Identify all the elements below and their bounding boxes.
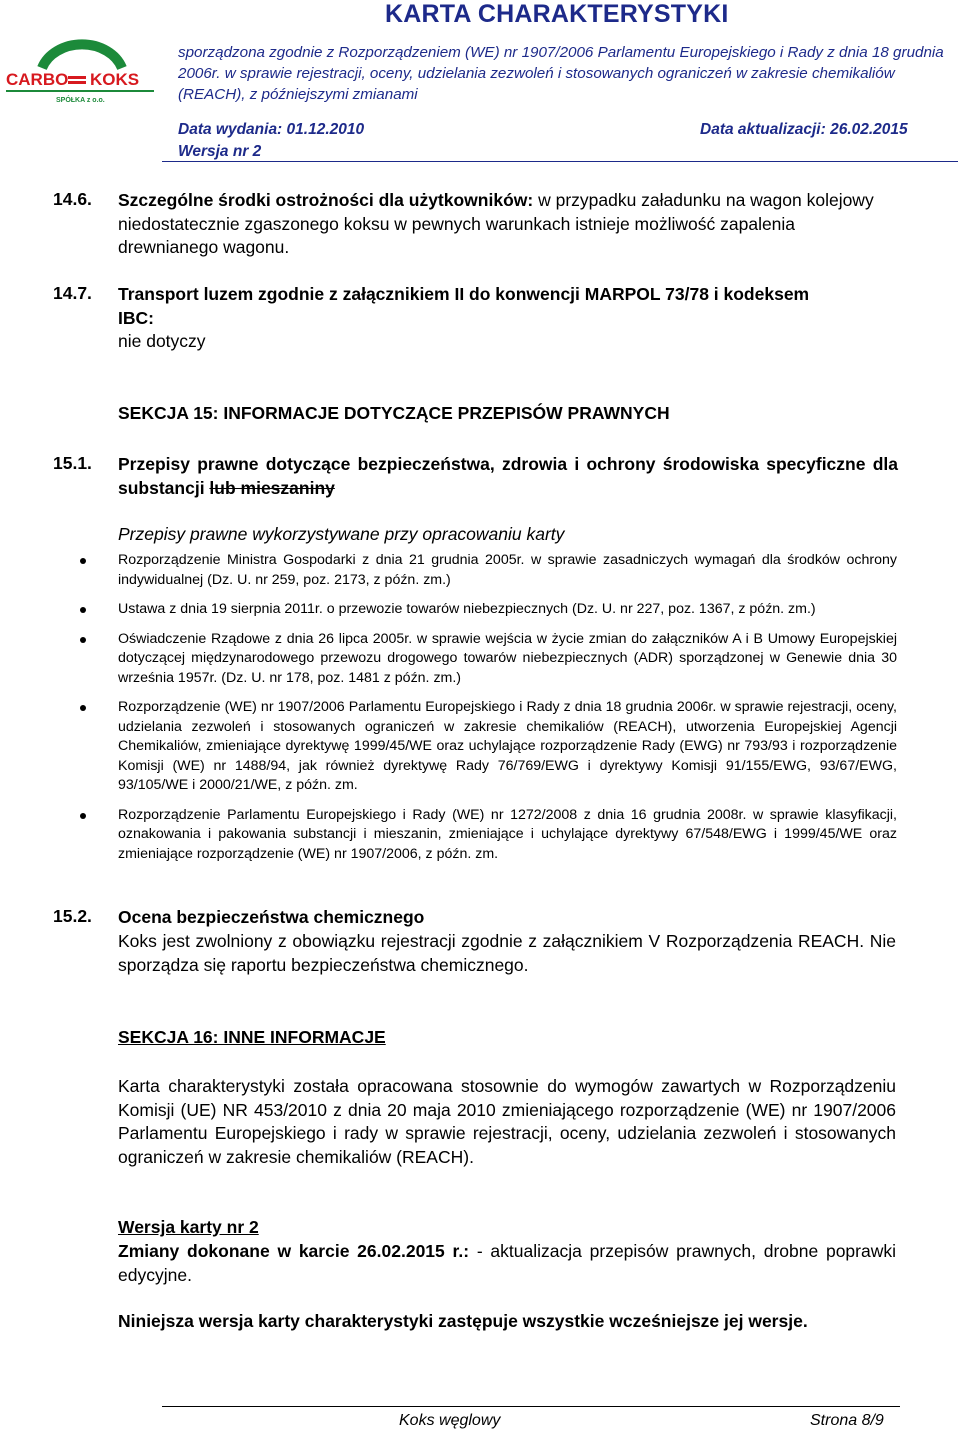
section-16-body: Karta charakterystyki została opracowana stosownie do wymogów zawartych w Rozporządzeniu Komisji (UE) NR 453/2010 z dnia 20 maja 2010 zmieniającego rozporządzenie (WE) nr 1907/2006 Parlamentu Europejskiego i rady w sprawie rejestracji, oceny, udzielania zezwoleń i stosowanych ograniczeń w zakresie chemikaliów (REACH). bbox=[118, 1076, 896, 1167]
footer-product-name: Koks węglowy bbox=[399, 1412, 501, 1429]
changes-label: Zmiany dokonane w karcie 26.02.2015 r.: bbox=[118, 1241, 470, 1261]
changes-paragraph bbox=[118, 1240, 896, 1287]
logo-company: SPÓŁKA z o.o. bbox=[56, 97, 105, 104]
header-divider bbox=[162, 161, 958, 162]
regulations-subtitle: Przepisy prawne wykorzystywane przy opracowaniu karty bbox=[118, 524, 565, 544]
regulation-text: Oświadczenie Rządowe z dnia 26 lipca 2005r. w sprawie wejścia w życie zmian do załączników A i B Umowy Europejskiej dotyczącej międzynarodowego przewozu drogowego towarów niebezpiecznych (ADR) sporządzonej w Genewie dnia 30 września 1957r. (Dz. U. nr 178, poz. 1481 z późn. zm.) bbox=[118, 630, 897, 686]
list-item bbox=[118, 698, 897, 796]
regulation-text: Ustawa z dnia 19 sierpnia 2011r. o przewozie towarów niebezpiecznych (Dz. U. nr 227, poz. 1367, z późn. zm.) bbox=[118, 601, 816, 617]
regulation-text: Rozporządzenie Parlamentu Europejskiego i Rady (WE) nr 1272/2008 z dnia 16 grudnia 2008r. w sprawie klasyfikacji, oznakowania i pakowania substancji i mieszanin, zmieniające i uchylające dyrektywy 67/548/EWG i 1999/45/WE oraz zmieniające rozporządzenie (WE) nr 1907/2006, z późn. zm. bbox=[118, 806, 897, 862]
list-item bbox=[118, 630, 897, 689]
section-16-heading: SEKCJA 16: INNE INFORMACJE bbox=[118, 1027, 386, 1047]
section-number-14-6: 14.6. bbox=[53, 189, 92, 209]
update-date: Data aktualizacji: 26.02.2015 bbox=[700, 121, 908, 138]
section-15-1-title: Przepisy prawne dotyczące bezpieczeństwa, zdrowia i ochrony środowiska specyficzne dla substancji bbox=[118, 454, 898, 498]
list-item bbox=[118, 551, 897, 590]
section-14-7-heading: Transport luzem zgodnie z załącznikiem II do konwencji MARPOL 73/78 i kodeksem IBC: bbox=[118, 284, 810, 328]
replaces-note: Niniejsza wersja karty charakterystyki zastępuje wszystkie wcześniejsze jej wersje. bbox=[118, 1311, 808, 1331]
section-15-1-struck-text: lub mieszaniny bbox=[209, 477, 335, 498]
version-label: Wersja nr 2 bbox=[178, 143, 262, 160]
document-title: KARTA CHARAKTERYSTYKI bbox=[385, 0, 729, 28]
section-number-15-1: 15.1. bbox=[53, 453, 92, 473]
list-item bbox=[118, 806, 897, 865]
section-14-7-body: nie dotyczy bbox=[118, 331, 206, 351]
bullet-icon bbox=[80, 813, 86, 819]
section-15-2-body: Koks jest zwolniony z obowiązku rejestracji zgodnie z załącznikiem V Rozporządzenia REACH. Nie sporządza się raportu bezpieczeństwa chemicznego. bbox=[118, 931, 896, 975]
svg-text:KOKS bbox=[90, 70, 139, 89]
card-version-heading: Wersja karty nr 2 bbox=[118, 1217, 259, 1237]
svg-text:CARBO bbox=[6, 70, 68, 89]
regulation-reference: sporządzona zgodnie z Rozporządzeniem (WE) nr 1907/2006 Parlamentu Europejskiego i Rady z dnia 18 grudnia 2006r. w sprawie rejestracji, oceny, udzielania zezwoleń i stosowanych ograniczeń w zakresie chemikaliów (REACH), z późniejszymi zmianami bbox=[178, 44, 944, 103]
svg-text:SPÓŁKA z o.o. bbox=[56, 95, 105, 104]
changes-text: - aktualizacja przepisów prawnych, drobne poprawki edycyjne. bbox=[118, 1241, 896, 1285]
bullet-icon bbox=[80, 558, 86, 564]
regulation-text: Rozporządzenie (WE) nr 1907/2006 Parlamentu Europejskiego i Rady z dnia 18 grudnia 2006r. w sprawie rejestracji, oceny, udzielania zezwoleń i stosowanych ograniczeń w zakresie chemikaliów (REACH), utworzenia Europejskiej Agencji Chemikaliów, zmieniające dyrektywę 1999/45/WE oraz uchylające rozporządzenie Rady (EWG) nr 793/93 i rozporządzenie Komisji (WE) nr 1488/94, jak również dyrektywę Rady 76/769/EWG i dyrektywy Komisji 91/155/EWG, 93/67/EWG, 93/105/WE i 2000/21/WE, z późn. zm. bbox=[118, 699, 897, 793]
regulations-list bbox=[118, 551, 897, 874]
list-item bbox=[118, 600, 897, 620]
logo-brand-left: CARBO bbox=[6, 70, 69, 89]
section-15-heading: SEKCJA 15: INFORMACJE DOTYCZĄCE PRZEPISÓW PRAWNYCH bbox=[118, 403, 670, 423]
section-15-2-heading: Ocena bezpieczeństwa chemicznego bbox=[118, 907, 425, 927]
section-number-14-7: 14.7. bbox=[53, 283, 92, 303]
section-number-15-2: 15.2. bbox=[53, 906, 92, 926]
logo-brand-right: KOKS bbox=[90, 70, 140, 89]
bullet-icon bbox=[80, 705, 86, 711]
footer-divider bbox=[162, 1406, 900, 1407]
regulation-text: Rozporządzenie Ministra Gospodarki z dnia 21 grudnia 2005r. w sprawie zasadniczych wymagań dla środków ochrony indywidualnej (Dz. U. nr 259, poz. 2173, z późn. zm.) bbox=[118, 552, 897, 588]
logo-graphic bbox=[4, 30, 162, 120]
footer-page-number: Strona 8/9 bbox=[810, 1412, 884, 1429]
section-14-6-body: w przypadku załadunku na wagon kolejowy niedostatecznie zgaszonego koksu w pewnych warunkach istnieje możliwość zapalenia drewnianego wagonu. bbox=[118, 190, 874, 257]
bullet-icon bbox=[80, 607, 86, 613]
section-15-1-heading bbox=[118, 453, 898, 500]
company-logo bbox=[4, 30, 162, 120]
issue-date: Data wydania: 01.12.2010 bbox=[178, 121, 365, 138]
section-14-6-heading: Szczególne środki ostrożności dla użytkowników: bbox=[118, 190, 534, 210]
bullet-icon bbox=[80, 637, 86, 643]
section-14-6-text bbox=[118, 189, 898, 260]
